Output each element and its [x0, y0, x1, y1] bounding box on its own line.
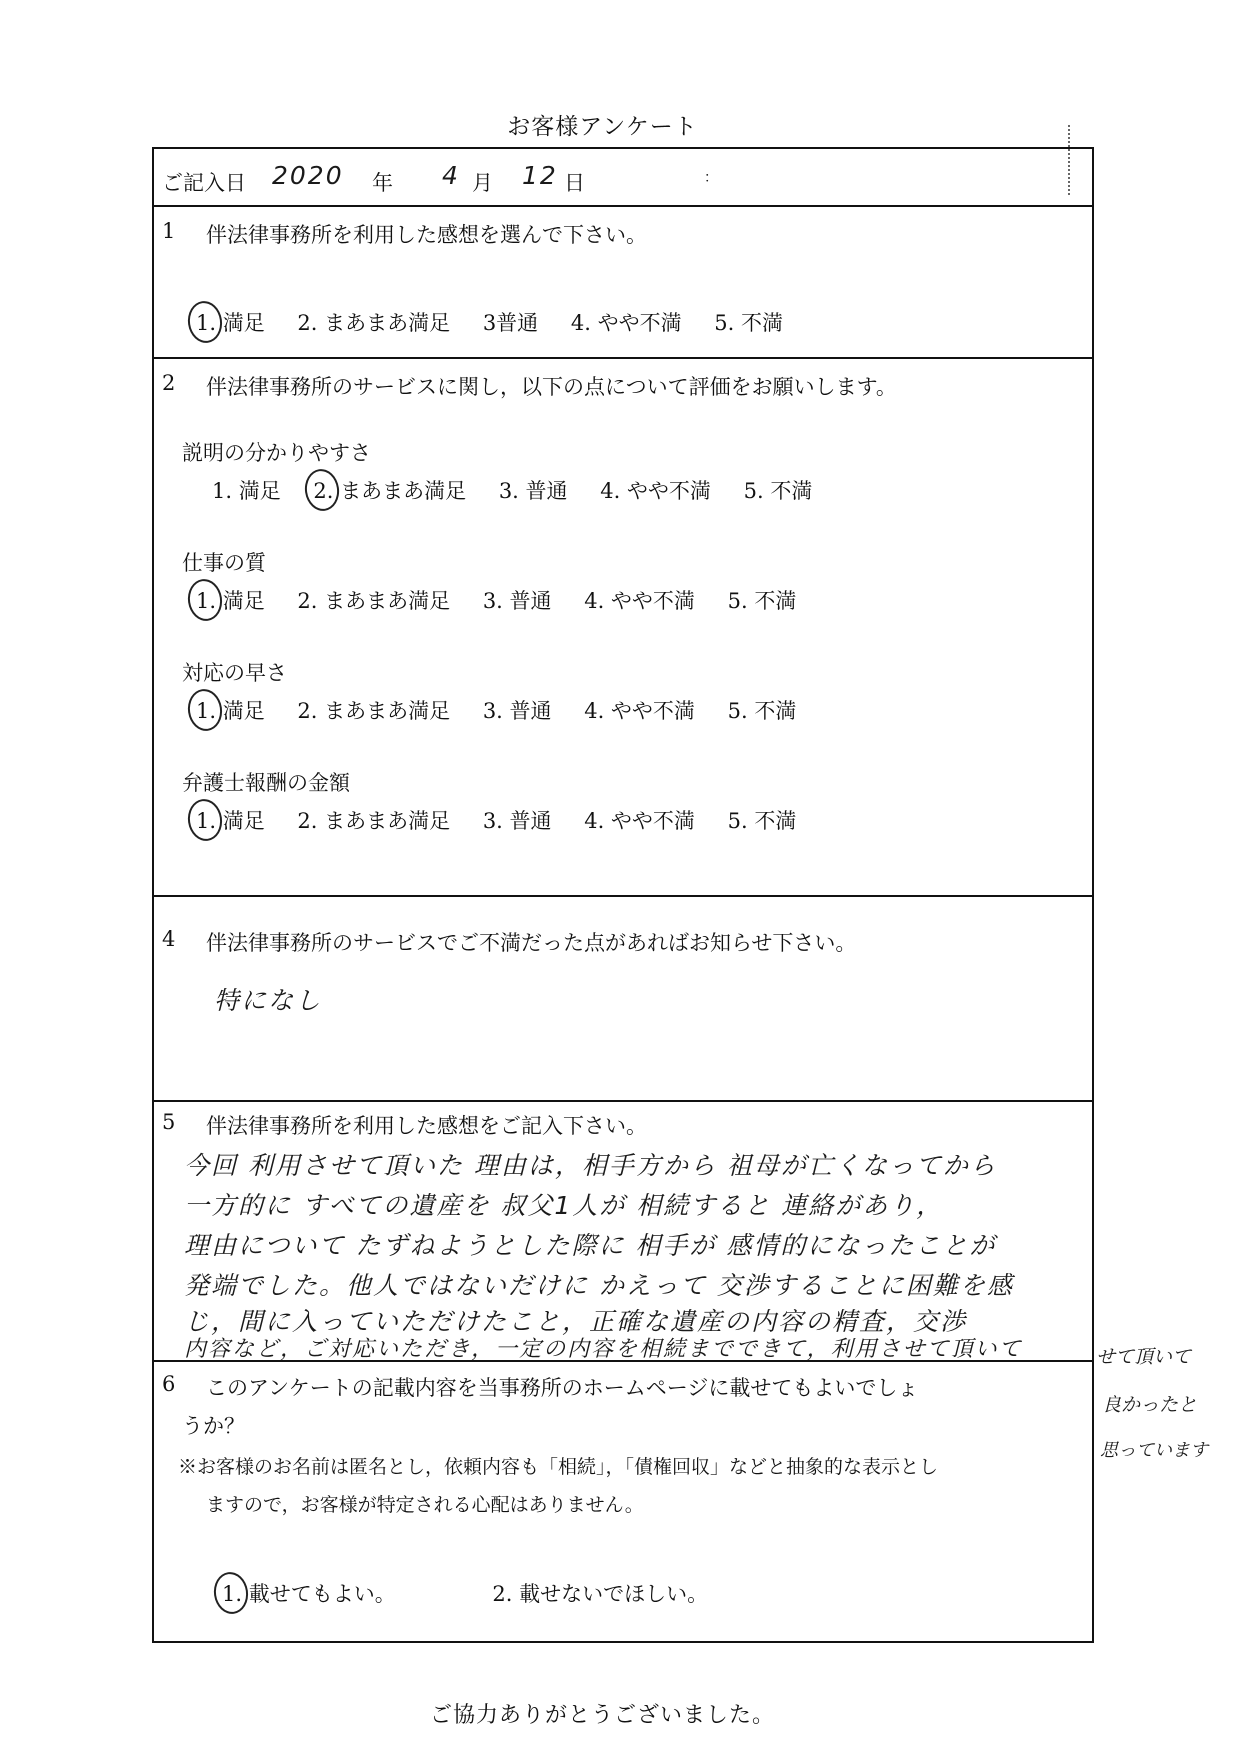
- answer-line: 一方的に すべての遺産を 叔父1人が 相続すると 連絡があり，: [184, 1191, 944, 1220]
- question-6-text-line-2: うか？: [182, 1414, 245, 1438]
- q2-item-3-label: 対応の早さ: [182, 661, 287, 685]
- q2-item-2-option-2[interactable]: 2. まあまあ満足: [297, 589, 451, 613]
- answer-line: 今回 利用させて頂いた 理由は，相手方から 祖母が亡くなってから: [184, 1151, 997, 1180]
- question-1-section: [154, 207, 1092, 359]
- q2-item-2-option-3[interactable]: 3. 普通: [482, 589, 552, 613]
- q2-item-4-option-5[interactable]: 5. 不満: [727, 809, 797, 833]
- answer-line: 内容など，ご対応いただき，一定の内容を相続までできて，利用させて頂いて: [184, 1337, 1023, 1362]
- question-4-answer[interactable]: 特になし: [214, 986, 323, 1015]
- margin-line: 良かったと: [1102, 1394, 1198, 1416]
- date-row: [154, 149, 1092, 207]
- q2-item-2-label: 仕事の質: [182, 551, 266, 575]
- year-unit: 年: [372, 171, 393, 195]
- q2-item-4-option-2[interactable]: 2. まあまあ満足: [297, 809, 451, 833]
- q2-item-4-options: [196, 805, 822, 835]
- q2-item-3-option-2[interactable]: 2. まあまあ満足: [297, 699, 451, 723]
- q2-item-4-label: 弁護士報酬の金額: [182, 771, 350, 795]
- q2-item-1-option-1[interactable]: 1. 満足: [212, 479, 281, 503]
- question-1-text: 伴法律事務所を利用した感想を選んで下さい。: [206, 223, 647, 247]
- q1-option-2[interactable]: 2. まあまあ満足: [297, 311, 451, 335]
- q2-item-3-option-1[interactable]: 1. 満足: [196, 695, 265, 725]
- q2-item-4-option-1[interactable]: 1. 満足: [196, 805, 265, 835]
- selection-circle: [211, 1570, 251, 1616]
- q2-item-1-option-5[interactable]: 5. 不満: [743, 479, 813, 503]
- answer-line: じ，間に入っていただけたこと，正確な遺産の内容の精査，交渉: [184, 1307, 968, 1336]
- q2-item-1-option-4[interactable]: 4. やや不満: [600, 479, 711, 503]
- question-6-note-line-2: ますので，お客様が特定される心配はありません。: [206, 1494, 644, 1516]
- margin-line: 思っています: [1100, 1440, 1208, 1461]
- question-5-number: 5: [162, 1110, 176, 1134]
- question-6-section: [154, 1362, 1092, 1641]
- date-label: ご記入日: [162, 171, 246, 195]
- date-extra-mark: ：: [704, 170, 718, 186]
- thank-you-footer: ご協力ありがとうございました。: [429, 1703, 775, 1728]
- question-6-number: 6: [162, 1372, 176, 1396]
- selection-circle: [185, 577, 225, 623]
- q2-item-1-options: [212, 475, 838, 505]
- q2-item-3-option-4[interactable]: 4. やや不満: [584, 699, 695, 723]
- q2-item-1-option-2[interactable]: 2. まあまあ満足: [313, 475, 466, 505]
- question-4-number: 4: [162, 927, 176, 951]
- question-2-number: 2: [162, 371, 176, 395]
- question-6-text-line-1: このアンケートの記載内容を当事務所のホームページに載せてもよいでしょ: [206, 1376, 919, 1400]
- q2-item-3-option-3[interactable]: 3. 普通: [482, 699, 552, 723]
- margin-line: せて頂いて: [1096, 1346, 1192, 1368]
- question-2-section: [154, 359, 1092, 897]
- q1-option-4[interactable]: 4. やや不満: [570, 311, 682, 335]
- selection-circle: [185, 797, 225, 843]
- question-5-section: [154, 1102, 1092, 1362]
- selection-circle: [303, 467, 343, 513]
- selection-circle: [185, 687, 225, 733]
- question-1-number: 1: [162, 219, 176, 243]
- month-unit: 月: [472, 171, 493, 195]
- q1-option-5[interactable]: 5. 不満: [714, 311, 783, 335]
- q2-item-4-option-3[interactable]: 3. 普通: [482, 809, 552, 833]
- q2-item-1-option-3[interactable]: 3. 普通: [498, 479, 568, 503]
- q2-item-2-option-4[interactable]: 4. やや不満: [584, 589, 695, 613]
- q6-option-1[interactable]: 1. 載せてもよい。: [222, 1578, 396, 1608]
- survey-form: [152, 147, 1094, 1643]
- date-month-value[interactable]: 4: [442, 161, 460, 190]
- selection-circle: [185, 299, 225, 345]
- answer-line: 理由について たずねようとした際に 相手が 感情的になったことが: [184, 1231, 997, 1260]
- survey-title: お客様アンケート: [507, 114, 698, 140]
- q2-item-2-option-5[interactable]: 5. 不満: [727, 589, 797, 613]
- q1-option-1[interactable]: 1. 満足: [196, 307, 265, 337]
- answer-line: 発端でした。他人ではないだけに かえって 交渉することに困難を感: [184, 1271, 1014, 1300]
- date-day-value[interactable]: 12: [522, 161, 558, 190]
- q2-item-4-option-4[interactable]: 4. やや不満: [584, 809, 695, 833]
- date-year-value[interactable]: 2020: [272, 161, 344, 190]
- q1-option-3[interactable]: 3普通: [482, 311, 539, 335]
- q2-item-3-option-5[interactable]: 5. 不満: [727, 699, 797, 723]
- question-6-options: [222, 1578, 734, 1608]
- question-1-options: [196, 307, 809, 337]
- question-2-text: 伴法律事務所のサービスに関し，以下の点について評価をお願いします。: [206, 375, 897, 399]
- q2-item-2-options: [196, 585, 822, 615]
- question-4-text: 伴法律事務所のサービスでご不満だった点があればお知らせ下さい。: [206, 931, 857, 955]
- question-4-section: [154, 897, 1092, 1102]
- day-unit: 日: [564, 171, 585, 195]
- q2-item-3-options: [196, 695, 822, 725]
- q6-option-2[interactable]: 2. 載せないでほしい。: [492, 1582, 709, 1606]
- question-6-note-line-1: ※お客様のお名前は匿名とし，依頼内容も「相続」，「債権回収」などと抽象的な表示とし: [178, 1456, 939, 1478]
- question-5-text: 伴法律事務所を利用した感想をご記入下さい。: [206, 1114, 647, 1138]
- q2-item-1-label: 説明の分かりやすさ: [182, 441, 371, 465]
- q2-item-2-option-1[interactable]: 1. 満足: [196, 585, 265, 615]
